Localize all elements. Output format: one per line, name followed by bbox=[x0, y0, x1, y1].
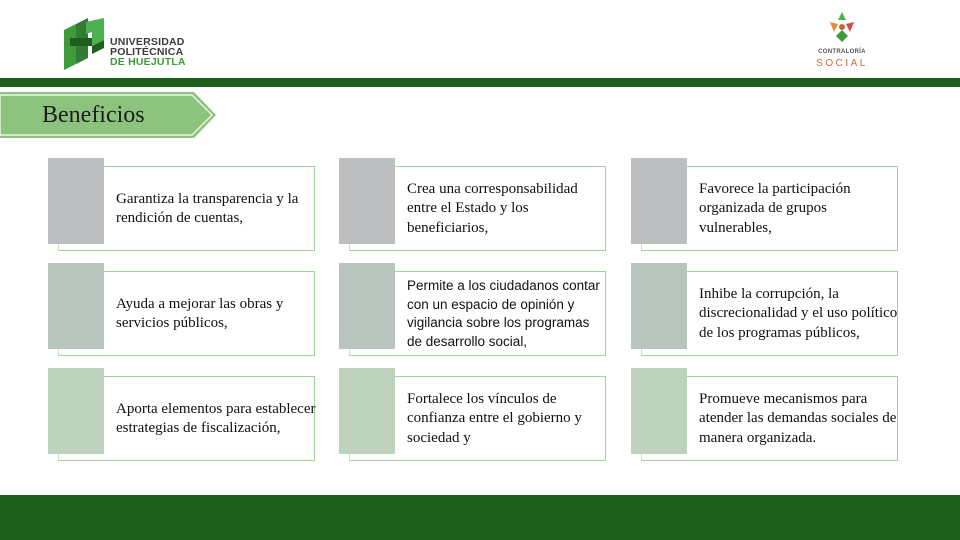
card-text: Favorece la participación organizada de grupos vulnerables, bbox=[699, 180, 851, 236]
benefit-card bbox=[339, 158, 606, 244]
card-tab bbox=[631, 263, 687, 349]
contraloria-label: CONTRALORÍA bbox=[818, 49, 866, 55]
card-text: Crea una corresponsabilidad entre el Estado y los beneficiarios, bbox=[407, 180, 578, 236]
card-text: Aporta elementos para establecer estrategias de fiscalización, bbox=[116, 400, 316, 436]
university-mark-icon bbox=[62, 18, 106, 70]
card-tab bbox=[48, 263, 104, 349]
benefit-card bbox=[48, 158, 315, 244]
logo-line-1: UNIVERSIDAD bbox=[110, 36, 185, 48]
contraloria-emblem-icon bbox=[826, 10, 858, 44]
logo-line-2: POLITÉCNICA bbox=[110, 46, 184, 58]
card-text: Fortalece los vínculos de confianza entre el gobierno y sociedad y bbox=[407, 390, 582, 446]
bottom-green-band bbox=[0, 495, 960, 540]
card-tab bbox=[48, 368, 104, 454]
card-tab bbox=[631, 158, 687, 244]
social-label: SOCIAL bbox=[816, 58, 868, 69]
card-tab bbox=[339, 368, 395, 454]
card-text: Promueve mecanismos para atender las demandas sociales de manera organizada. bbox=[699, 390, 897, 446]
university-logo bbox=[62, 18, 262, 74]
benefit-card bbox=[48, 368, 315, 454]
benefit-card bbox=[631, 158, 898, 244]
contraloria-social-logo bbox=[808, 8, 876, 70]
benefit-card bbox=[48, 263, 315, 349]
benefit-card bbox=[339, 263, 606, 349]
card-tab bbox=[339, 158, 395, 244]
benefit-card bbox=[339, 368, 606, 454]
card-tab bbox=[631, 368, 687, 454]
card-text: Garantiza la transparencia y la rendición de cuentas, bbox=[116, 190, 299, 226]
top-green-band bbox=[0, 78, 960, 87]
card-tab bbox=[48, 158, 104, 244]
logo-line-3: DE HUEJUTLA bbox=[110, 56, 186, 68]
card-tab bbox=[339, 263, 395, 349]
card-text: Permite a los ciudadanos contar con un espacio de opinión y vigilancia sobre los programas de desarrollo social, bbox=[407, 278, 600, 349]
card-text: Inhibe la corrupción, la discrecionalidad y el uso político de los programas públicos, bbox=[699, 285, 898, 341]
benefit-card bbox=[631, 263, 898, 349]
university-logo-text bbox=[110, 37, 186, 67]
benefit-card bbox=[631, 368, 898, 454]
card-text: Ayuda a mejorar las obras y servicios públicos, bbox=[116, 295, 284, 331]
section-title: Beneficios bbox=[42, 102, 145, 128]
